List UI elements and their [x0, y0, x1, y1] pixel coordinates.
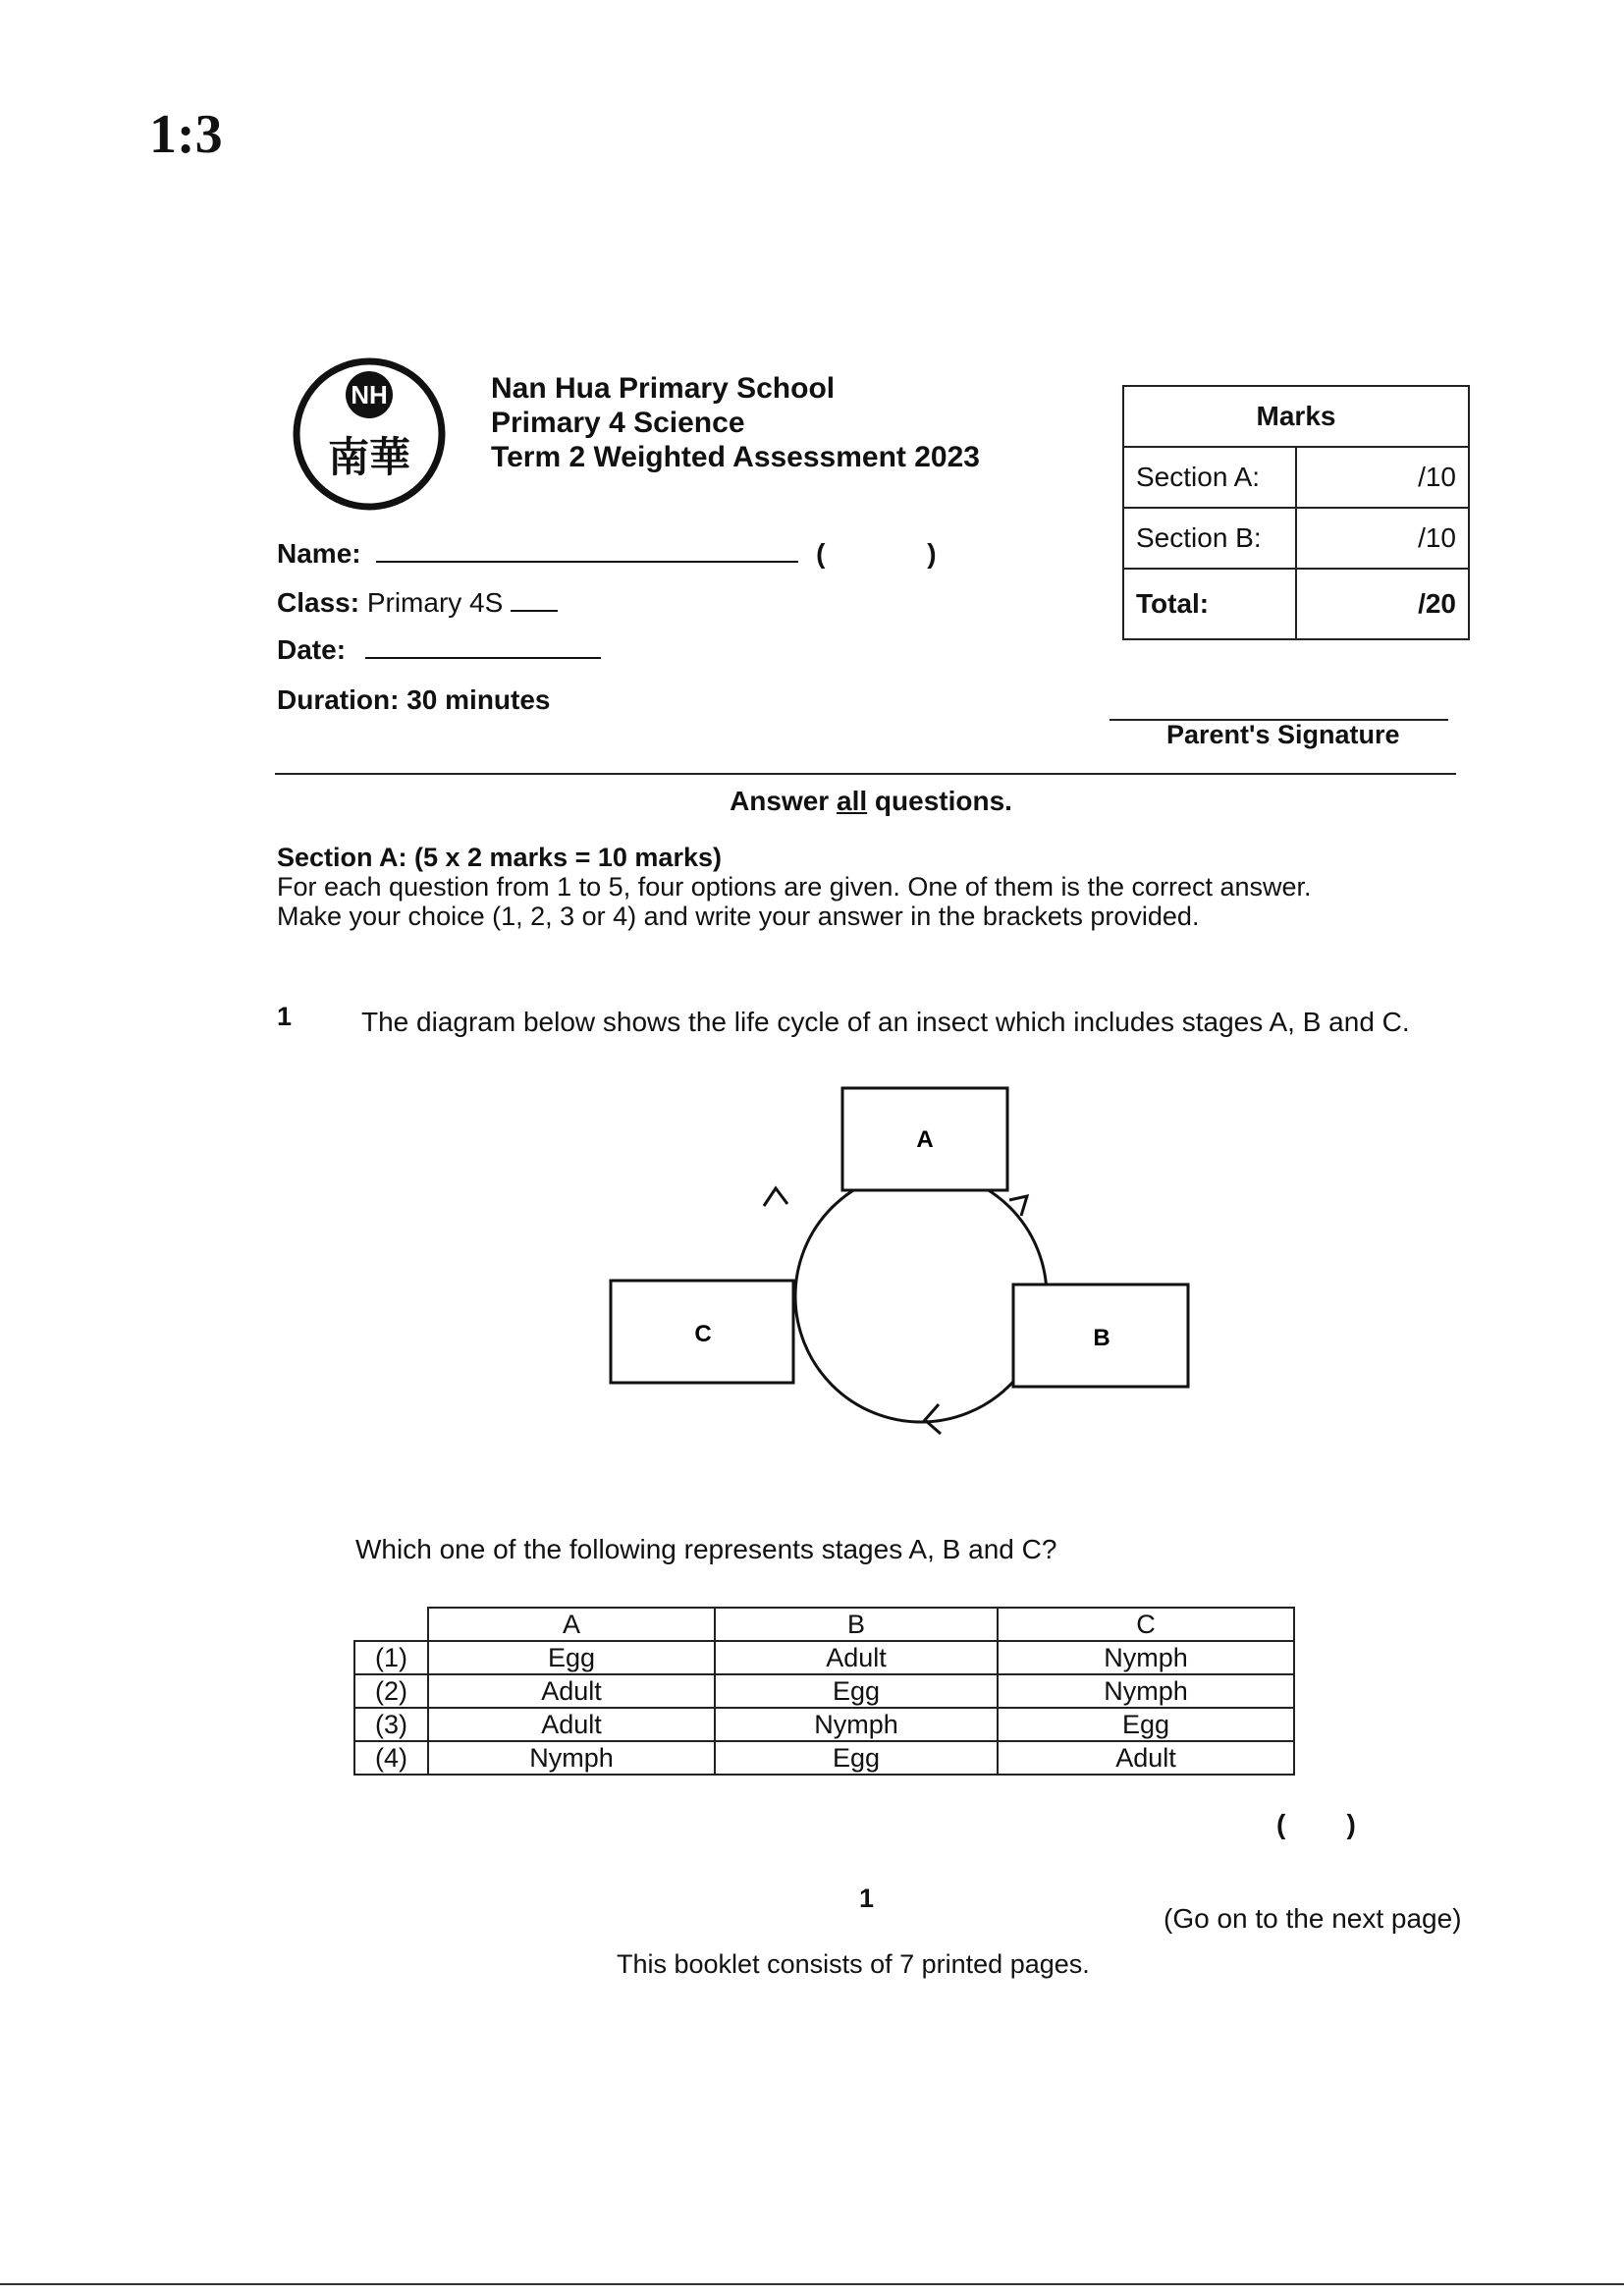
option-cell: Nymph	[998, 1641, 1294, 1674]
index-bracket-open: (	[816, 538, 826, 569]
school-logo	[291, 355, 448, 513]
section-a-instructions	[277, 843, 1312, 931]
marks-value: /10	[1296, 508, 1469, 569]
question-prompt: Which one of the following represents stages A, B and C?	[355, 1534, 1057, 1564]
duration-value: 30 minutes	[406, 684, 551, 715]
date-label: Date:	[277, 634, 347, 665]
date-row	[277, 634, 601, 666]
answer-bracket[interactable]: ( )	[1276, 1809, 1356, 1839]
logo-chinese: 南華	[327, 433, 411, 481]
marks-value: /20	[1296, 569, 1469, 639]
options-table	[353, 1607, 1295, 1776]
option-cell: Adult	[428, 1708, 715, 1741]
table-row	[354, 1708, 1294, 1741]
marks-label: Total:	[1123, 569, 1296, 639]
section-a-title: Section A: (5 x 2 marks = 10 marks)	[277, 843, 722, 872]
life-cycle-diagram	[589, 1070, 1218, 1493]
question-number: 1	[277, 1002, 293, 1031]
date-input-line[interactable]	[365, 635, 601, 659]
stage-label-c: C	[694, 1321, 712, 1347]
class-label: Class:	[277, 587, 360, 618]
header-divider	[275, 773, 1456, 775]
column-header: C	[998, 1608, 1294, 1641]
marks-title: Marks	[1123, 386, 1469, 447]
cycle-arrow-icon	[764, 1188, 787, 1206]
cycle-arrow-icon	[925, 1404, 941, 1434]
class-value: Primary 4S	[366, 587, 504, 618]
cycle-arrow-icon	[1009, 1196, 1027, 1216]
empty-cell	[354, 1608, 428, 1641]
name-input-line[interactable]	[376, 539, 798, 563]
instruction-line: Make your choice (1, 2, 3 or 4) and write your answer in the brackets provided.	[277, 902, 1200, 931]
option-cell: Egg	[998, 1708, 1294, 1741]
option-number: (2)	[354, 1674, 428, 1708]
answer-all-emphasis: all	[837, 786, 868, 816]
table-row	[354, 1741, 1294, 1775]
page-tag: 1:3	[149, 104, 223, 165]
marks-label: Section B:	[1123, 508, 1296, 569]
index-bracket-close: )	[927, 538, 937, 569]
booklet-notice: This booklet consists of 7 printed pages.	[617, 1949, 1090, 1979]
answer-all-instruction	[0, 786, 1624, 817]
option-cell: Nymph	[998, 1674, 1294, 1708]
options-header-row	[354, 1608, 1294, 1641]
class-row	[277, 587, 558, 619]
name-label: Name:	[277, 538, 361, 569]
school-name: Nan Hua Primary School	[491, 372, 836, 405]
option-cell: Adult	[998, 1741, 1294, 1775]
option-cell: Egg	[428, 1641, 715, 1674]
option-number: (4)	[354, 1741, 428, 1775]
table-row	[354, 1674, 1294, 1708]
subject-name: Primary 4 Science	[491, 407, 745, 439]
option-cell: Egg	[715, 1674, 998, 1708]
option-number: (3)	[354, 1708, 428, 1741]
signature-label: Parent's Signature	[1166, 720, 1400, 749]
stage-label-b: B	[1093, 1325, 1110, 1351]
instruction-line: For each question from 1 to 5, four options are given. One of them is the correct answer.	[277, 872, 1312, 902]
page-number: 1	[859, 1884, 875, 1913]
option-cell: Adult	[715, 1641, 998, 1674]
duration-label: Duration:	[277, 684, 400, 715]
option-cell: Nymph	[715, 1708, 998, 1741]
school-header	[491, 371, 980, 474]
option-number: (1)	[354, 1641, 428, 1674]
column-header: B	[715, 1608, 998, 1641]
question-text: The diagram below shows the life cycle of an insect which includes stages A, B and C.	[361, 1007, 1410, 1037]
stage-label-a: A	[916, 1126, 934, 1153]
answer-all-suffix: questions.	[867, 786, 1012, 816]
answer-all-prefix: Answer	[730, 786, 837, 816]
marks-table	[1122, 385, 1470, 640]
go-on-notice: (Go on to the next page)	[1164, 1903, 1462, 1934]
duration-row	[277, 684, 551, 716]
logo-initials: NH	[351, 380, 388, 410]
assessment-name: Term 2 Weighted Assessment 2023	[491, 441, 980, 473]
option-cell: Adult	[428, 1674, 715, 1708]
name-row	[277, 538, 937, 570]
option-cell: Nymph	[428, 1741, 715, 1775]
marks-label: Section A:	[1123, 447, 1296, 508]
table-row	[354, 1641, 1294, 1674]
class-input-line[interactable]	[511, 588, 558, 612]
column-header: A	[428, 1608, 715, 1641]
cycle-circle	[795, 1171, 1047, 1422]
option-cell: Egg	[715, 1741, 998, 1775]
marks-value: /10	[1296, 447, 1469, 508]
page-bottom-edge	[0, 2283, 1624, 2285]
